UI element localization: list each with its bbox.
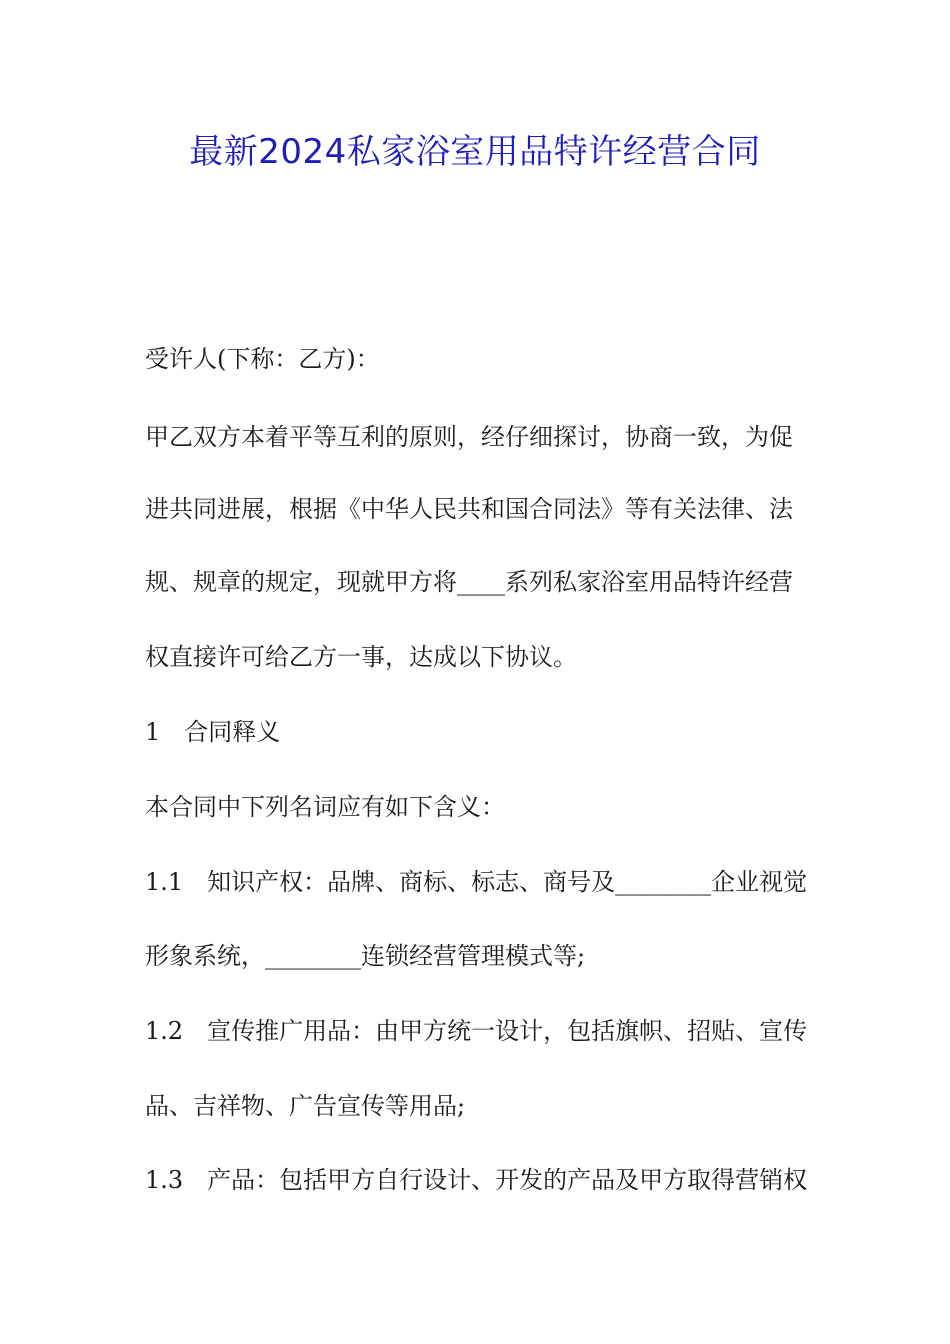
section-heading: 1 合同释义 <box>145 718 281 746</box>
paragraph-line: 权直接许可给乙方一事，达成以下协议。 <box>145 643 577 671</box>
clause-line: 形象系统，________连锁经营管理模式等; <box>145 942 586 970</box>
paragraph-line: 本合同中下列名词应有如下含义： <box>145 793 505 821</box>
document-title: 最新2024私家浴室用品特许经营合同 <box>189 132 761 172</box>
clause-line: 1.1 知识产权：品牌、商标、标志、商号及________企业视觉 <box>145 868 808 896</box>
clause-line: 1.2 宣传推广用品：由甲方统一设计，包括旗帜、招贴、宣传 <box>145 1017 808 1045</box>
paragraph-line: 进共同进展，根据《中华人民共和国合同法》等有关法律、法 <box>145 495 793 523</box>
paragraph-line: 甲乙双方本着平等互利的原则，经仔细探讨，协商一致，为促 <box>145 423 793 451</box>
clause-line: 1.3 产品：包括甲方自行设计、开发的产品及甲方取得营销权 <box>145 1166 808 1194</box>
paragraph-line: 规、规章的规定，现就甲方将____系列私家浴室用品特许经营 <box>145 568 793 596</box>
clause-line: 品、吉祥物、广告宣传等用品; <box>145 1092 466 1120</box>
party-b-label: 受许人(下称：乙方)： <box>145 345 380 373</box>
